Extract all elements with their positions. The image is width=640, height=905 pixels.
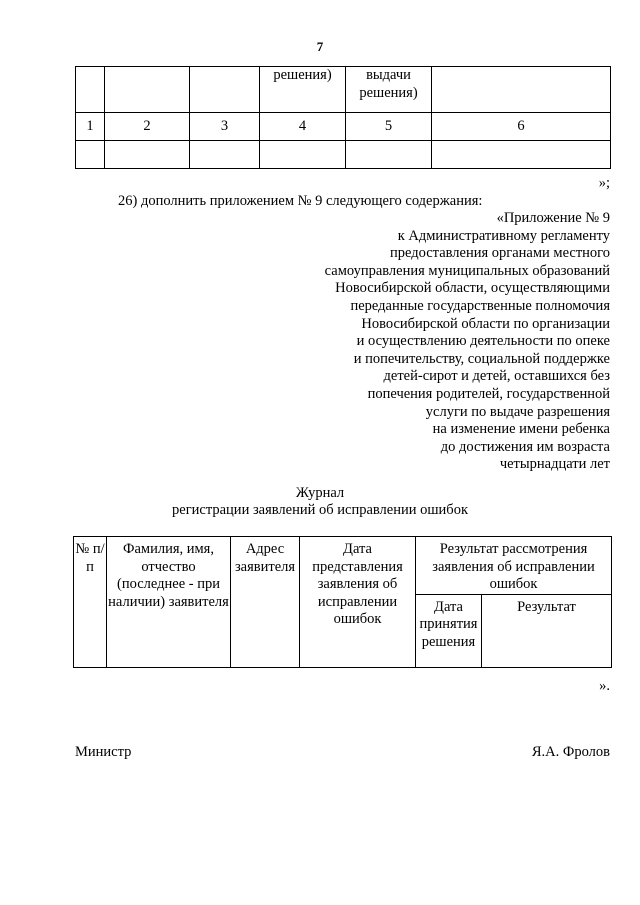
- column-number: 4: [260, 113, 346, 141]
- table-row: [76, 113, 611, 141]
- journal-title: Журнал: [295, 485, 345, 501]
- journal-subtitle: регистрации заявлений об исправлении ошибок: [172, 502, 468, 518]
- header-number: № п/п: [74, 537, 107, 668]
- appendix-line: Новосибирской области, осуществляющими: [335, 280, 610, 297]
- empty-cell: [190, 141, 260, 169]
- closing-quote: ».: [599, 678, 610, 694]
- journal-table: [73, 536, 612, 668]
- header-review-result: Результат рассмотрения заявления об исправлении ошибок: [416, 537, 612, 595]
- amendment-text: 26) дополнить приложением № 9 следующего содержания:: [118, 193, 483, 209]
- column-number: 5: [346, 113, 432, 141]
- table-row: [76, 67, 611, 113]
- appendix-line: до достижения им возраста: [440, 438, 610, 455]
- signer-title: Министр: [75, 744, 132, 760]
- empty-cell: [105, 141, 190, 169]
- table-row: [76, 141, 611, 169]
- appendix-line: к Административному регламенту: [397, 227, 610, 244]
- header-submission-date: Дата представления заявления об исправлении ошибок: [300, 537, 416, 668]
- appendix-line: и осуществлению деятельности по опеке: [356, 333, 610, 350]
- column-number: 3: [190, 113, 260, 141]
- table-cell: выдачи решения): [346, 67, 432, 113]
- appendix-line: предоставления органами местного: [390, 245, 610, 262]
- header-decision-date: Дата принятия решения: [416, 594, 482, 667]
- appendix-line: попечения родителей, государственной: [367, 385, 610, 402]
- appendix-line: Новосибирской области по организации: [361, 315, 610, 332]
- page-number: 7: [316, 39, 324, 54]
- column-number: 2: [105, 113, 190, 141]
- appendix-line: на изменение имени ребенка: [432, 421, 610, 438]
- empty-cell: [346, 141, 432, 169]
- empty-cell: [432, 141, 611, 169]
- column-number: 1: [76, 113, 105, 141]
- appendix-line: «Приложение № 9: [496, 210, 610, 226]
- column-number: 6: [432, 113, 611, 141]
- appendix-line: услуги по выдаче разрешения: [425, 403, 610, 420]
- table-cell: решения): [260, 67, 346, 113]
- appendix-line: четырнадцати лет: [499, 456, 610, 473]
- closing-quote: »;: [598, 175, 610, 191]
- empty-cell: [260, 141, 346, 169]
- header-applicant-name: Фамилия, имя, отчество (последнее - при наличии) заявителя: [107, 537, 231, 668]
- header-result: Результат: [482, 594, 612, 667]
- table-cell: [432, 67, 611, 113]
- appendix-line: детей-сирот и детей, оставшихся без: [383, 368, 610, 385]
- appendix-line: и попечительству, социальной поддержке: [353, 350, 610, 367]
- table-cell: [190, 67, 260, 113]
- table-header-row: [74, 537, 612, 595]
- header-applicant-address: Адрес заявителя: [231, 537, 300, 668]
- appendix-line: самоуправления муниципальных образований: [324, 262, 610, 279]
- empty-cell: [76, 141, 105, 169]
- appendix-line: переданные государственные полномочия: [350, 297, 610, 314]
- appendix-heading: [280, 210, 610, 474]
- continuation-table: [75, 66, 611, 169]
- table-cell: [76, 67, 105, 113]
- table-cell: [105, 67, 190, 113]
- signer-name: Я.А. Фролов: [531, 744, 610, 760]
